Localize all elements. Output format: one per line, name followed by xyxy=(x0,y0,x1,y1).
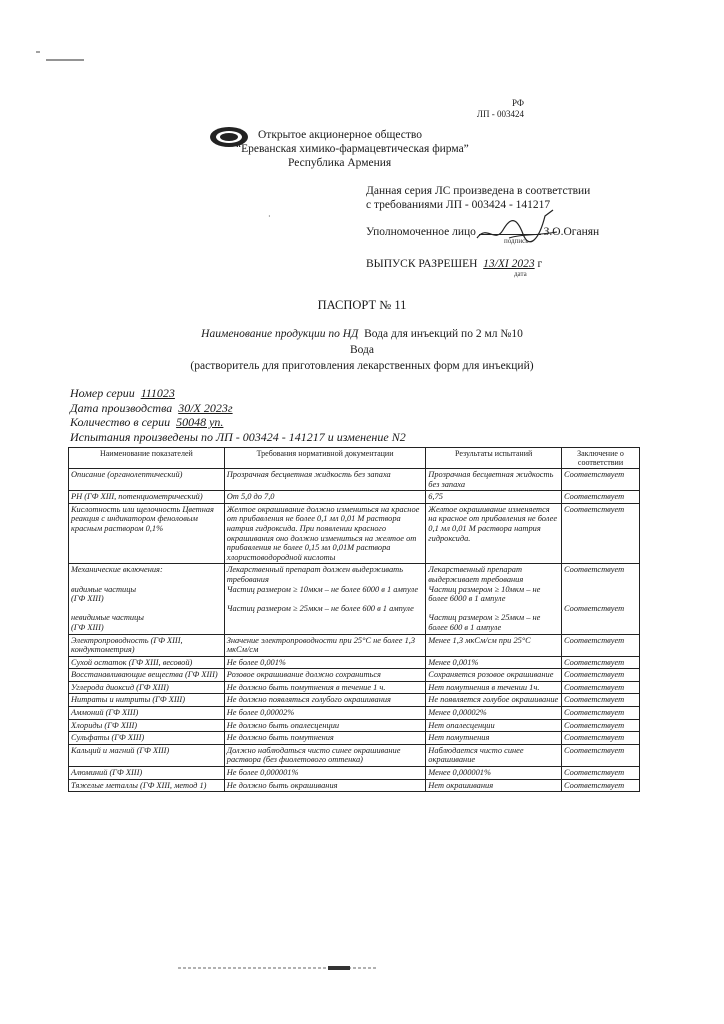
table-row xyxy=(69,707,640,720)
table-header-row xyxy=(69,448,640,469)
conclusion-cell: Соответствует xyxy=(562,707,640,720)
series-label: Номер серии xyxy=(70,386,135,400)
requirement-cell: Не должно появляться голубого окрашивания xyxy=(224,694,426,707)
passport-title: ПАСПОРТ № 11 xyxy=(317,298,407,312)
conclusion-cell: Соответствует xyxy=(562,634,640,656)
requirement-cell: Не должно быть окрашивания xyxy=(224,779,426,792)
table-row xyxy=(69,634,640,656)
indicator-cell: Сухой остаток (ГФ XIII, весовой) xyxy=(69,656,225,669)
table-row xyxy=(69,732,640,745)
reg-number: ЛП - 003424 xyxy=(476,109,524,119)
requirement-cell: Значение электропроводности при 25°С не более 1,3 мкСм/см xyxy=(224,634,426,656)
indicator-cell: Кислотность или щелочность Цветная реакция с индикатором феноловым красным раствором 0,1% xyxy=(69,503,225,564)
batch-info xyxy=(70,386,406,444)
result-cell: Прозрачная бесцветная жидкость без запаха xyxy=(426,469,562,491)
authorized-name: З.О.Оганян xyxy=(543,226,600,238)
table-row xyxy=(69,564,640,634)
requirement-cell: Не более 0,001% xyxy=(224,656,426,669)
quantity-label: Количество в серии xyxy=(70,415,171,429)
table-row xyxy=(69,767,640,780)
company-country: Республика Армения xyxy=(288,157,392,169)
requirement-cell: Не должно быть помутнения xyxy=(224,732,426,745)
product-name: Вода для инъекций по 2 мл №10 xyxy=(364,328,523,340)
scan-dot: · xyxy=(268,212,271,221)
release-line xyxy=(366,258,542,278)
requirement-cell: Розовое окрашивание должно сохраниться xyxy=(224,669,426,682)
authorized-label: Уполномоченное лицо xyxy=(366,226,476,238)
indicator-cell: Кальций и магний (ГФ XIII) xyxy=(69,744,225,766)
result-cell: Менее 0,000001% xyxy=(426,767,562,780)
indicator-cell: Механические включения: видимые частицы (ГФ XIII) невидимые частицы (ГФ XIII) xyxy=(69,564,225,634)
conclusion-cell: Соответствует xyxy=(562,732,640,745)
indicator-cell: Электропроводность (ГФ XIII, кондуктометрия) xyxy=(69,634,225,656)
production-date-label: Дата производства xyxy=(70,400,173,415)
result-cell: Лекарственный препарат выдерживает требования Частиц размером ≥ 10мкм – не более 6000 в 1 ампуле Частиц размером ≥ 25мкм – не более 600 в 1 ампуле xyxy=(426,564,562,634)
conclusion-cell: Соответствует xyxy=(562,491,640,504)
result-cell: Наблюдается чисто синее окрашивание xyxy=(426,744,562,766)
conclusion-cell: Соответствует Соответствует xyxy=(562,564,640,634)
indicator-cell: Описание (органолептический) xyxy=(69,469,225,491)
table-row xyxy=(69,503,640,564)
indicator-cell: Тяжелые металлы (ГФ XIII, метод 1) xyxy=(69,779,225,792)
table-row xyxy=(69,694,640,707)
header-indicator: Наименование показателей xyxy=(69,448,225,469)
header-conclusion: Заключение о соответствии xyxy=(562,448,640,469)
result-cell: Менее 1,3 мкСм/см при 25°С xyxy=(426,634,562,656)
header-results: Результаты испытаний xyxy=(426,448,562,469)
conclusion-cell: Соответствует xyxy=(562,469,640,491)
conclusion-cell: Соответствует xyxy=(562,719,640,732)
indicator-cell: Углерода диоксид (ГФ XIII) xyxy=(69,681,225,694)
quantity-value: 50048 уп. xyxy=(176,415,224,429)
indicator-cell: Восстанавливающие вещества (ГФ XIII) xyxy=(69,669,225,682)
registration-block xyxy=(477,98,524,120)
tests-statement: Испытания произведены по ЛП - 003424 - 141217 и изменение N2 xyxy=(70,429,406,444)
table-row xyxy=(69,656,640,669)
reg-country: РФ xyxy=(512,98,524,108)
table-row xyxy=(69,744,640,766)
result-cell: 6,75 xyxy=(426,491,562,504)
approval-line-1: Данная серия ЛС произведена в соответствии xyxy=(366,185,591,197)
result-cell: Не появляется голубое окрашивание xyxy=(426,694,562,707)
product-label: Наименование продукции по НД xyxy=(201,328,359,340)
requirement-cell: Желтое окрашивание должно измениться на красное от прибавления не более 0,1 мл 0,01 М раствора натрия гидроксида. При появлении красного окрашивания оно должно измениться на желтое от прибавления не более 0,15 мл 0,01М раствора хлористоводородной кислоты xyxy=(224,503,426,564)
signature-caption: подпись xyxy=(504,237,529,245)
result-cell: Менее 0,001% xyxy=(426,656,562,669)
scan-mark-bottom xyxy=(178,964,428,972)
specification-table xyxy=(68,447,640,792)
table-row xyxy=(69,469,640,491)
conclusion-cell: Соответствует xyxy=(562,681,640,694)
table-row xyxy=(69,779,640,792)
date-caption: дата xyxy=(514,270,527,278)
authorized-person-line xyxy=(366,226,666,245)
requirement-cell: Не должно быть опалесценции xyxy=(224,719,426,732)
result-cell: Нет помутнения в течении 1ч. xyxy=(426,681,562,694)
table-row xyxy=(69,669,640,682)
requirement-cell: Не должно быть помутнения в течение 1 ч. xyxy=(224,681,426,694)
indicator-cell: Нитраты и нитриты (ГФ XIII) xyxy=(69,694,225,707)
conclusion-cell: Соответствует xyxy=(562,779,640,792)
indicator-cell: РН (ГФ XIII, потенциометрический) xyxy=(69,491,225,504)
requirement-cell: Прозрачная бесцветная жидкость без запаха xyxy=(224,469,426,491)
result-cell: Нет окрашивания xyxy=(426,779,562,792)
production-date-value: 30/X 2023г xyxy=(178,400,233,415)
signature-icon xyxy=(473,204,563,254)
requirement-cell: Не более 0,000001% xyxy=(224,767,426,780)
table-row xyxy=(69,491,640,504)
table-row xyxy=(69,719,640,732)
conclusion-cell: Соответствует xyxy=(562,503,640,564)
indicator-cell: Аммоний (ГФ XIII) xyxy=(69,707,225,720)
result-cell: Желтое окрашивание изменяется на красное от прибавления не более 0,1 мл 0,01 М раствора натрия гидроксида. xyxy=(426,503,562,564)
conclusion-cell: Соответствует xyxy=(562,744,640,766)
product-short: Вода xyxy=(349,344,375,356)
result-cell: Нет опалесценции xyxy=(426,719,562,732)
scan-mark xyxy=(34,48,86,62)
conclusion-cell: Соответствует xyxy=(562,767,640,780)
requirement-cell: От 5,0 до 7,0 xyxy=(224,491,426,504)
indicator-cell: Алюминий (ГФ XIII) xyxy=(69,767,225,780)
requirement-cell: Лекарственный препарат должен выдерживать требования Частиц размером ≥ 10мкм – не более 6000 в 1 ампуле Частиц размером ≥ 25мкм – не более 600 в 1 ампуле xyxy=(224,564,426,634)
conclusion-cell: Соответствует xyxy=(562,656,640,669)
indicator-cell: Хлориды (ГФ XIII) xyxy=(69,719,225,732)
company-name: “Ереванская химико-фармацевтическая фирма” xyxy=(236,143,469,155)
release-suffix: г xyxy=(537,258,543,270)
release-label: ВЫПУСК РАЗРЕШЕН xyxy=(366,258,478,270)
table-row xyxy=(69,681,640,694)
result-cell: Сохраняется розовое окрашивание xyxy=(426,669,562,682)
header-requirements: Требования нормативной документации xyxy=(224,448,426,469)
company-type: Открытое акционерное общество xyxy=(258,129,422,141)
result-cell: Нет помутнения xyxy=(426,732,562,745)
requirement-cell: Должно наблюдаться чисто синее окрашивание раствора (без фиолетового оттенка) xyxy=(224,744,426,766)
series-value: 111023 xyxy=(140,386,175,400)
result-cell: Менее 0,00002% xyxy=(426,707,562,720)
company-block xyxy=(236,128,469,170)
product-block xyxy=(0,326,724,374)
conclusion-cell: Соответствует xyxy=(562,669,640,682)
approval-line-2: с требованиями ЛП - 003424 - 141217 xyxy=(366,199,551,211)
product-purpose: (растворитель для приготовления лекарственных форм для инъекций) xyxy=(190,360,534,372)
requirement-cell: Не более 0,00002% xyxy=(224,707,426,720)
release-date: 13/XI 2023 xyxy=(483,258,535,270)
indicator-cell: Сульфаты (ГФ XIII) xyxy=(69,732,225,745)
conclusion-cell: Соответствует xyxy=(562,694,640,707)
